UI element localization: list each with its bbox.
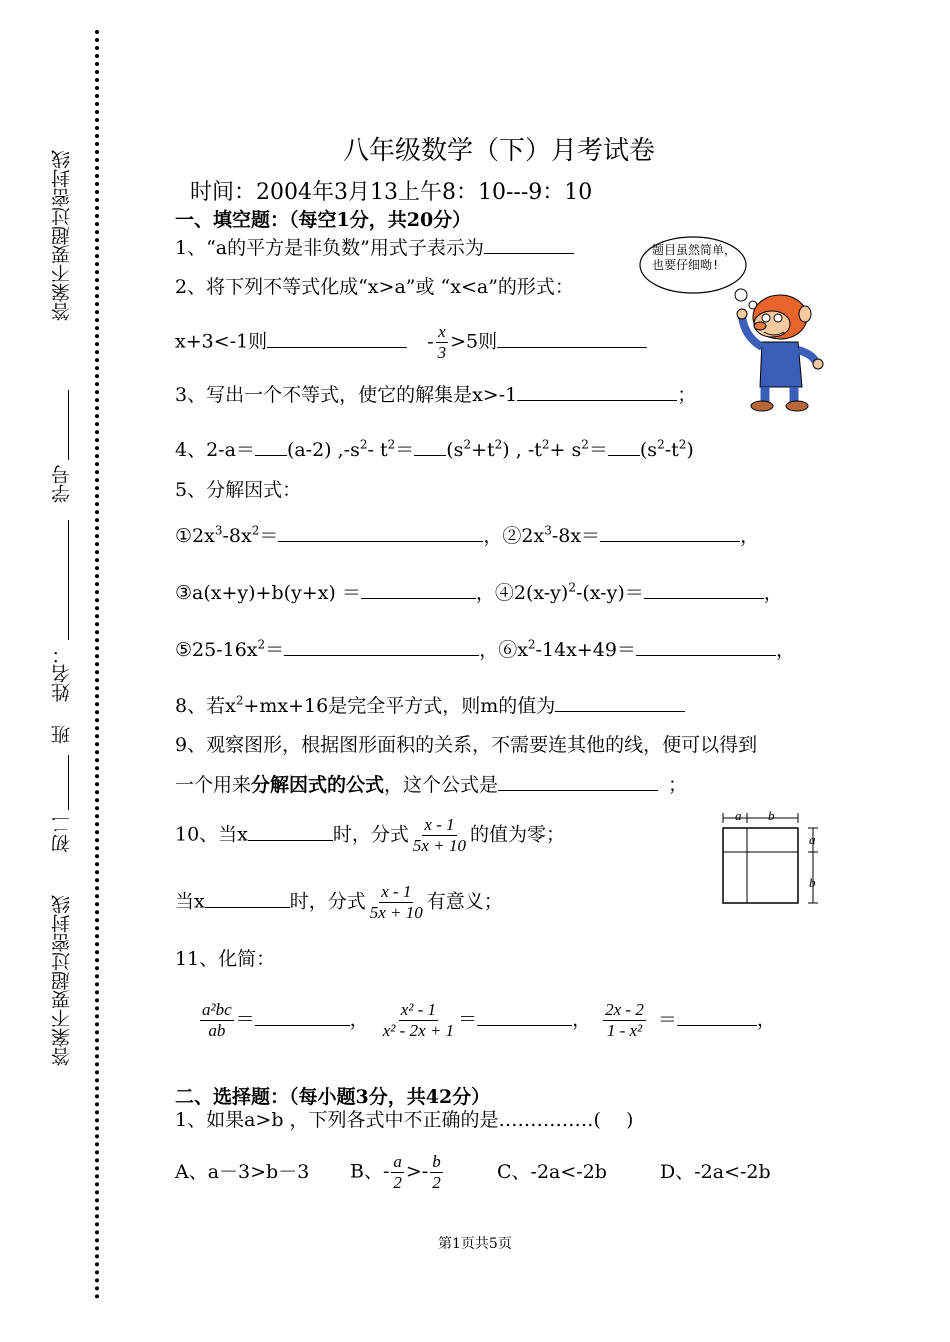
question-5: 5、分解因式： [175, 479, 302, 501]
question-2-parts: x+3<-1则 - $\frac{x}{3}$ >5则 [175, 322, 647, 363]
perforation-line [95, 30, 99, 1300]
answer-blank[interactable] [477, 1007, 572, 1026]
answer-blank[interactable] [255, 437, 287, 456]
fraction: $\frac{b}{2}$ [432, 1152, 441, 1192]
label-b-side: b [809, 875, 816, 890]
page-title: 八年级数学（下）月考试卷 [343, 136, 656, 166]
choice-option-d[interactable]: D、-2a<-2b [660, 1161, 771, 1183]
factor-row-2: ③a(x+y)+b(y+x) ＝ ，$④2(x-y)^2-(x-y)=$ ， [175, 580, 783, 604]
fraction: $\frac{a}{2}$ [393, 1152, 402, 1192]
thought-bubble: 题目虽然简单，也要仔细呦! [638, 235, 748, 295]
question-11-parts: $\frac{\text{a²bc}}{ab}$ ＝ ， $\frac{\text{x² - 1}}{\text{x² - 2x + 1}}$ ＝ ， $\frac{2x - 2}{\text{1 - x²}}$ ＝ ， [202, 1000, 776, 1040]
question-9-line1: 9、观察图形，根据图形面积的关系，不需要连其他的线，便可以得到 [175, 734, 758, 756]
seal-warning-bottom: 答案不要超过密封线 [51, 895, 73, 1066]
label-a-side: a [809, 832, 816, 847]
factor-row-3: $⑤25-16x^2=$ ，$⑥x^2-14x+49=$ ， [175, 637, 795, 661]
fraction: $\frac{\text{x² - 1}}{\text{x² - 2x + 1}}$ [382, 1000, 455, 1040]
xuehao-label: 学号 [51, 465, 73, 503]
answer-blank[interactable] [600, 523, 740, 542]
chuer-label: 初二 [51, 815, 73, 853]
name-blank [68, 520, 69, 640]
question-8: 8、若$x^2+mx+16$是完全平方式，则m的值为 [175, 693, 685, 718]
answer-blank[interactable] [644, 580, 764, 599]
answer-blank[interactable] [255, 1007, 350, 1026]
ban-label: 班 [51, 725, 73, 744]
answer-blank[interactable] [284, 637, 479, 656]
answer-blank[interactable] [414, 437, 446, 456]
answer-blank[interactable] [205, 889, 290, 908]
label-b-top: b [768, 808, 775, 823]
xuehao-blank [68, 390, 69, 460]
question-2: 2、将下列不等式化成“x>a”或 “x<a”的形式： [175, 276, 574, 298]
fraction: $\frac{x - 1}{5x + 10}$ [412, 815, 466, 855]
answer-blank[interactable] [267, 329, 407, 348]
factor-row-1: $①2x^3-8x^2=$ ，$②2x^3-8x=$ ， [175, 523, 760, 547]
answer-blank[interactable] [517, 382, 677, 401]
answer-blank[interactable] [677, 1007, 757, 1026]
ban-blank [68, 755, 69, 810]
choice-option-b[interactable]: B、- $\frac{a}{2}$ >- $\frac{b}{2}$ [350, 1152, 441, 1192]
answer-blank[interactable] [608, 437, 640, 456]
answer-blank[interactable] [636, 637, 776, 656]
choice-question-1: 1、如果a>b ，下列各式中不正确的是……………( ) [175, 1109, 634, 1131]
question-10-b: 当x 时，分式 $\frac{x - 1}{5x + 10}$ 有意义； [175, 882, 503, 922]
answer-blank[interactable] [278, 523, 483, 542]
answer-blank[interactable] [361, 580, 476, 599]
name-label: 姓名： [51, 645, 73, 702]
question-9-line2: 一个用来分解因式的公式，这个公式是 ； [175, 774, 688, 796]
choice-option-c[interactable]: C、-2a<-2b [497, 1161, 607, 1183]
seal-warning-top: 答案不要超过密封线 [51, 150, 73, 321]
exam-time: 时间：2004年3月13上午8：10---9：10 [190, 180, 593, 205]
fraction: $\frac{x - 1}{5x + 10}$ [369, 882, 423, 922]
section2-heading: 二、选择题：（每小题3分，共42分） [175, 1086, 491, 1108]
answer-blank[interactable] [498, 772, 658, 791]
section1-heading: 一、填空题：（每空1分，共20分） [175, 209, 472, 231]
fraction: $\frac{x}{3}$ [437, 322, 447, 362]
answer-blank[interactable] [497, 329, 647, 348]
fraction: $\frac{\text{a²bc}}{ab}$ [202, 1000, 232, 1040]
answer-blank[interactable] [484, 235, 574, 254]
page-footer: 第1页共5页 [438, 1236, 512, 1252]
question-4: 4、2-a＝ (a-2) $,-s^2-$ $t^2= (s^2+t^2)$ , $-t^2+ s^2= (s^2-t^2)$ [175, 437, 694, 461]
question-10-a: 10、当x 时，分式 $\frac{x - 1}{5x + 10}$ 的值为零； [175, 815, 565, 855]
question-11: 11、化简： [175, 948, 276, 970]
answer-blank[interactable] [555, 693, 685, 712]
cartoon-mascot-icon [730, 292, 825, 414]
choice-option-a[interactable]: A、a－3>b－3 [175, 1161, 310, 1183]
fraction: $\frac{2x - 2}{\text{1 - x²}}$ [605, 1000, 644, 1040]
answer-blank[interactable] [248, 822, 333, 841]
question-1: 1、“a的平方是非负数”用式子表示为 [175, 235, 574, 260]
label-a-top: a [735, 808, 742, 823]
question-3: 3、写出一个不等式，使它的解集是x>-1 ； [175, 384, 697, 406]
